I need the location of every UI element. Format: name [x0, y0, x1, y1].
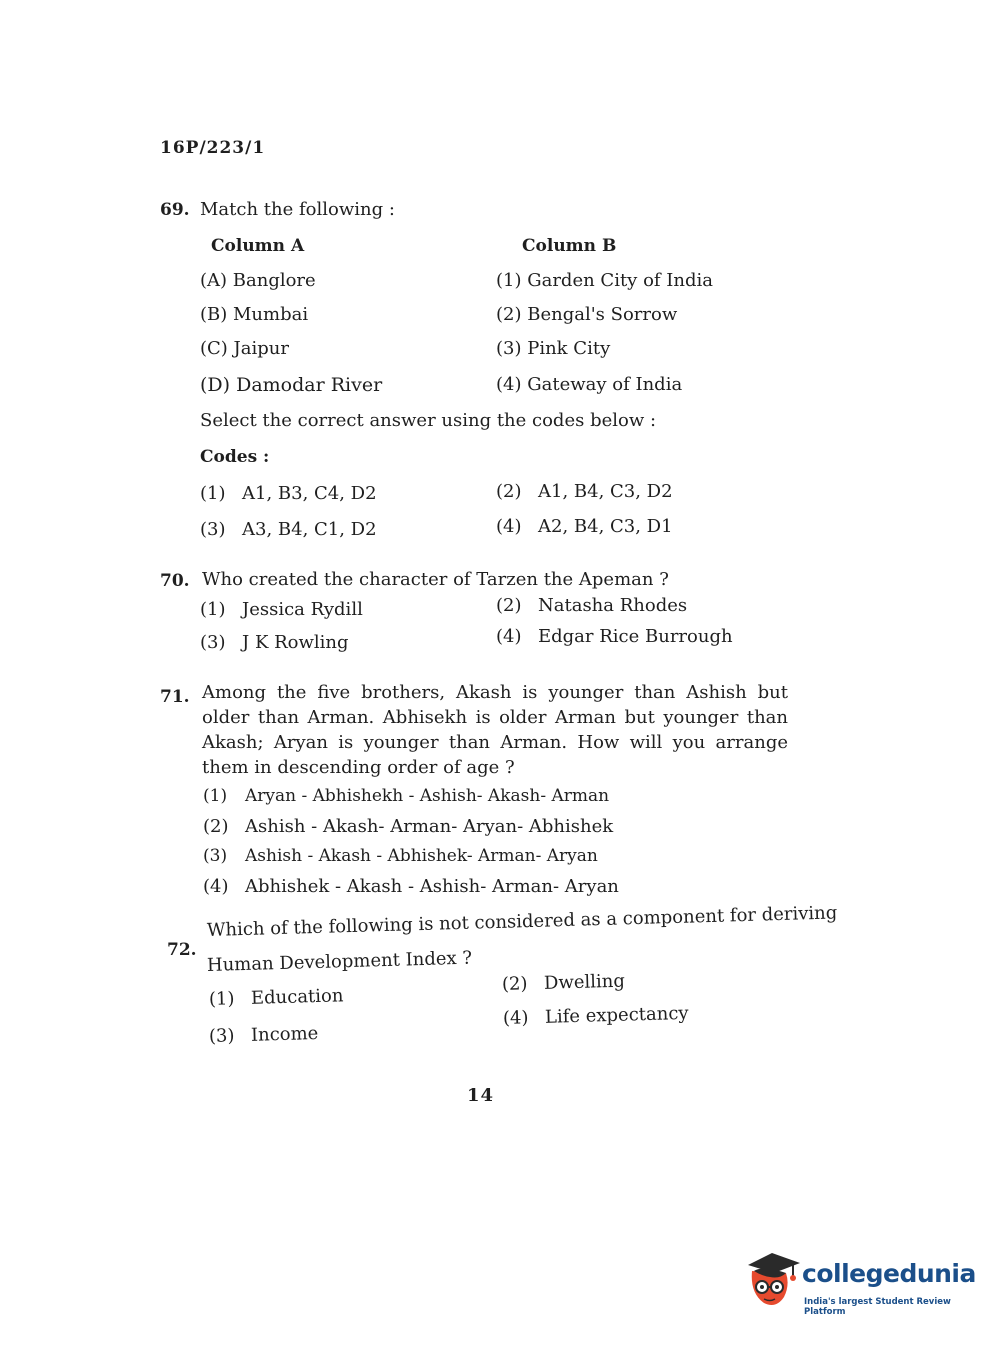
logo-name: collegedunia	[802, 1259, 976, 1288]
option-text: J K Rowling	[242, 632, 349, 653]
option-2[interactable]	[496, 595, 687, 616]
column-b-item: (2) Bengal's Sorrow	[496, 304, 678, 325]
question-number: 71.	[160, 687, 190, 707]
option-2[interactable]	[502, 971, 625, 995]
option-text: Abhishek - Akash - Ashish- Arman- Aryan	[245, 876, 619, 897]
question-text: Match the following :	[200, 199, 395, 220]
mascot-icon	[740, 1245, 804, 1315]
option-number: (3)	[208, 1025, 235, 1047]
option-text: A3, B4, C1, D2	[242, 519, 377, 540]
option-4[interactable]	[496, 516, 673, 537]
option-number: (1)	[200, 599, 226, 620]
column-a-title: Column A	[211, 236, 305, 256]
option-text: A1, B3, C4, D2	[242, 483, 377, 504]
option-3[interactable]	[209, 1023, 319, 1047]
option-4[interactable]	[503, 1003, 689, 1029]
column-a-item: (C) Jaipur	[200, 338, 289, 359]
option-number: (1)	[208, 988, 235, 1010]
option-text: Natasha Rhodes	[538, 595, 688, 616]
option-number: (1)	[200, 483, 226, 504]
option-text: Edgar Rice Burrough	[538, 626, 733, 647]
column-b-item: (4) Gateway of India	[496, 374, 683, 395]
column-b-item: (1) Garden City of India	[496, 270, 714, 291]
collegedunia-logo[interactable]	[740, 1245, 976, 1325]
column-b-item: (3) Pink City	[496, 338, 611, 359]
column-a-item: (A) Banglore	[200, 270, 316, 291]
option-3[interactable]	[200, 519, 377, 540]
option-number: (4)	[203, 876, 229, 897]
paper-code: 16P/223/1	[160, 138, 266, 158]
option-text: Education	[250, 985, 344, 1009]
option-number: (2)	[496, 481, 522, 502]
column-a-item: (B) Mumbai	[200, 304, 309, 325]
option-text: Ashish - Akash- Arman- Aryan- Abhishek	[245, 816, 614, 837]
option-text: A1, B4, C3, D2	[538, 481, 673, 502]
option-number: (3)	[200, 632, 226, 653]
question-number: 70.	[160, 571, 190, 591]
option-1[interactable]	[209, 985, 344, 1010]
question-text: Among the five brothers, Akash is younger than Ashish but older than Arman. Abhisekh is older Arman but younger than Akash; Aryan is younger than Arman. How will you arrange them in descending order of age ?	[202, 682, 788, 778]
option-number: (3)	[200, 519, 226, 540]
option-4[interactable]	[496, 626, 733, 647]
option-text: A2, B4, C3, D1	[538, 516, 673, 537]
option-number: (3)	[203, 846, 228, 866]
option-number: (4)	[502, 1007, 529, 1029]
option-2[interactable]	[496, 481, 673, 502]
option-2[interactable]	[203, 816, 613, 837]
question-text: Who created the character of Tarzen the Apeman ?	[202, 569, 669, 590]
option-text: Ashish - Akash - Abhishek- Arman- Aryan	[245, 846, 598, 866]
question-text-line2: Human Development Index ?	[206, 947, 473, 976]
option-number: (2)	[496, 595, 522, 616]
option-text: Dwelling	[543, 970, 626, 994]
instruction-text: Select the correct answer using the codes below :	[200, 410, 657, 431]
page-number: 14	[467, 1085, 495, 1106]
option-text: Life expectancy	[544, 1002, 689, 1028]
codes-label: Codes :	[200, 447, 270, 467]
option-text: Jessica Rydill	[242, 599, 363, 620]
question-number: 72.	[167, 940, 197, 960]
question-text: Which of the following is not considered as a component for deriving	[206, 902, 838, 941]
option-3[interactable]	[200, 632, 349, 653]
option-1[interactable]	[200, 599, 363, 620]
option-1[interactable]	[203, 786, 609, 806]
question-number: 69.	[160, 200, 190, 220]
option-number: (2)	[501, 973, 528, 995]
option-1[interactable]	[200, 483, 377, 504]
column-a-item: (D) Damodar River	[200, 374, 383, 396]
option-text: Income	[250, 1022, 319, 1046]
option-number: (4)	[496, 626, 522, 647]
option-text: Aryan - Abhishekh - Ashish- Akash- Arman	[245, 786, 610, 806]
column-b-title: Column B	[522, 236, 617, 256]
option-number: (1)	[203, 786, 228, 806]
option-4[interactable]	[203, 876, 619, 897]
option-number: (2)	[203, 816, 229, 837]
option-3[interactable]	[203, 846, 598, 866]
logo-tagline: India's largest Student Review Platform	[804, 1297, 951, 1317]
option-number: (4)	[496, 516, 522, 537]
